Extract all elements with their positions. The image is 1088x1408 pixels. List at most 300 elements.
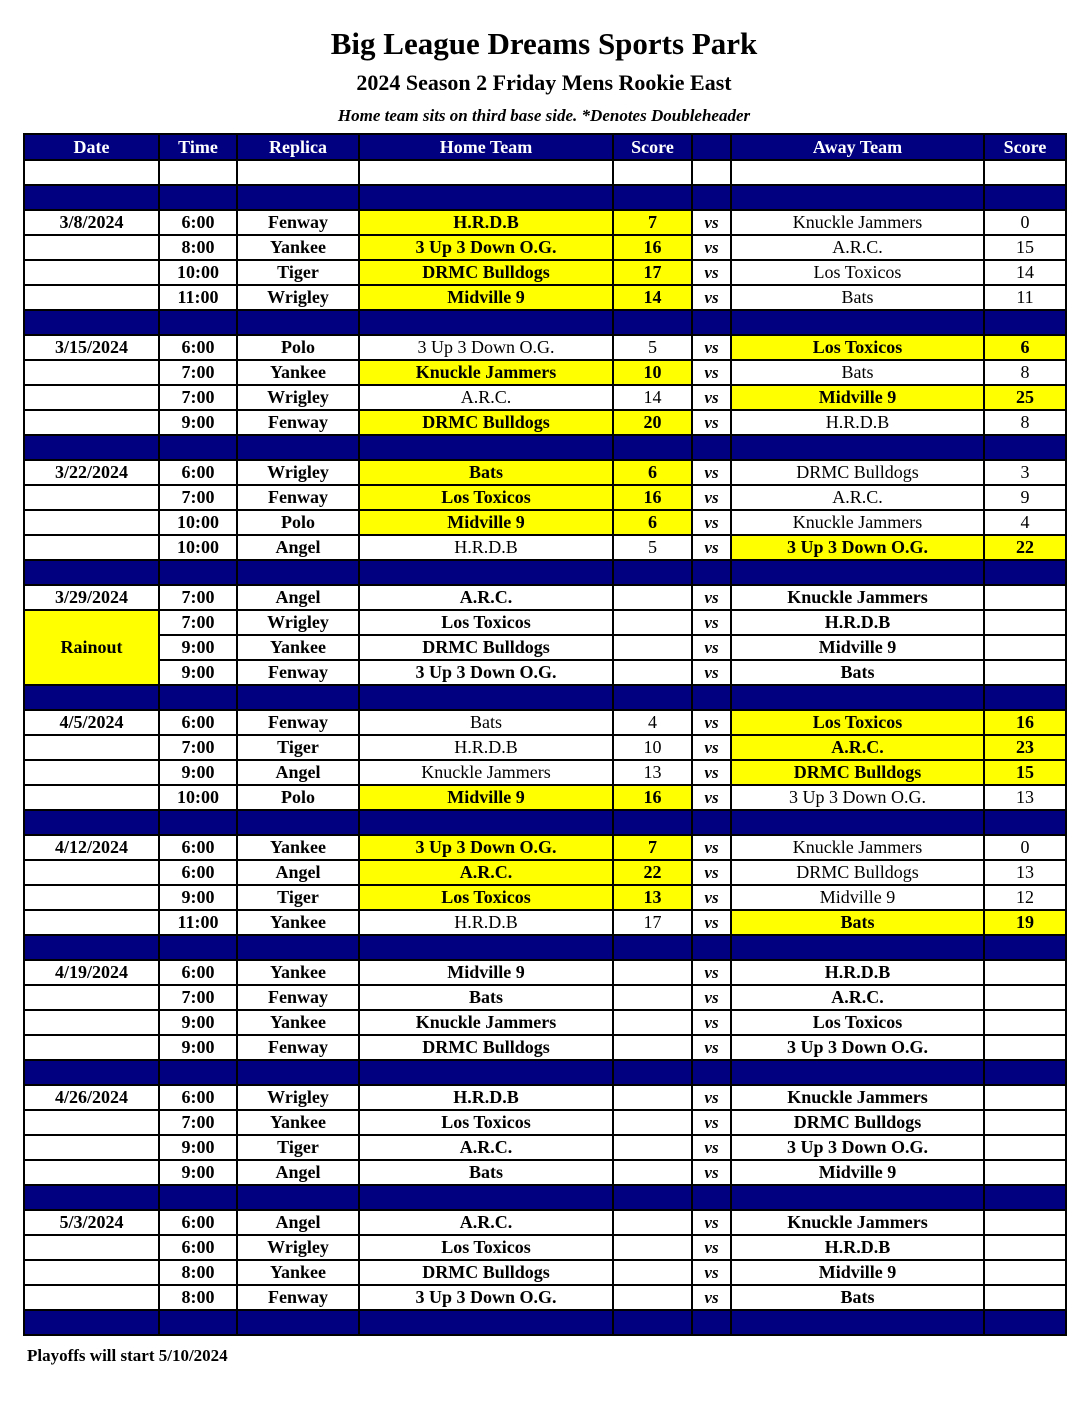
game-row [24, 1235, 1066, 1260]
game-time: 10:00 [159, 510, 237, 535]
blank-row-cell [237, 160, 359, 185]
separator-row-cell [613, 685, 692, 710]
game-time: 9:00 [159, 635, 237, 660]
home-score: 5 [613, 335, 692, 360]
away-score [984, 960, 1066, 985]
game-replica: Tiger [237, 885, 359, 910]
home-score: 14 [613, 385, 692, 410]
home-team: 3 Up 3 Down O.G. [359, 235, 613, 260]
away-score: 25 [984, 385, 1066, 410]
separator-row [24, 1185, 1066, 1210]
separator-row-cell [984, 685, 1066, 710]
separator-row-cell [731, 810, 984, 835]
game-replica: Yankee [237, 835, 359, 860]
separator-row-cell [24, 685, 159, 710]
away-team: A.R.C. [731, 235, 984, 260]
separator-row [24, 1310, 1066, 1335]
page-title: Big League Dreams Sports Park [330, 26, 758, 61]
game-replica: Tiger [237, 260, 359, 285]
home-team: Knuckle Jammers [359, 1010, 613, 1035]
game-time: 7:00 [159, 735, 237, 760]
separator-row-cell [359, 310, 613, 335]
separator-row-cell [359, 435, 613, 460]
separator-row-cell [359, 1185, 613, 1210]
separator-row-cell [159, 1185, 237, 1210]
home-score [613, 1210, 692, 1235]
game-date-empty [24, 235, 159, 260]
game-date: 4/19/2024 [24, 960, 159, 985]
col-header-date: Date [24, 134, 159, 160]
home-team: Bats [359, 710, 613, 735]
vs-label: vs [692, 1035, 731, 1060]
separator-row-cell [159, 1310, 237, 1335]
game-date: 3/29/2024 [24, 585, 159, 610]
separator-row-cell [237, 560, 359, 585]
separator-row-cell [24, 435, 159, 460]
away-score: 4 [984, 510, 1066, 535]
separator-row-cell [613, 935, 692, 960]
separator-row-cell [359, 935, 613, 960]
game-replica: Wrigley [237, 1085, 359, 1110]
game-date-empty [24, 1160, 159, 1185]
game-replica: Angel [237, 535, 359, 560]
separator-row-cell [692, 685, 731, 710]
separator-row-cell [359, 685, 613, 710]
game-date-empty [24, 760, 159, 785]
game-replica: Yankee [237, 1010, 359, 1035]
game-row [24, 860, 1066, 885]
separator-row-cell [237, 435, 359, 460]
game-date-empty [24, 410, 159, 435]
away-score: 0 [984, 210, 1066, 235]
separator-row-cell [984, 560, 1066, 585]
game-replica: Polo [237, 785, 359, 810]
away-team: H.R.D.B [731, 410, 984, 435]
home-score [613, 660, 692, 685]
game-date-empty [24, 1110, 159, 1135]
vs-label: vs [692, 985, 731, 1010]
away-score [984, 610, 1066, 635]
game-time: 10:00 [159, 535, 237, 560]
separator-row [24, 810, 1066, 835]
separator-row-cell [692, 810, 731, 835]
game-row [24, 235, 1066, 260]
game-row [24, 1285, 1066, 1310]
game-row [24, 1010, 1066, 1035]
vs-label: vs [692, 360, 731, 385]
game-row [24, 385, 1066, 410]
game-date: 4/12/2024 [24, 835, 159, 860]
separator-row-cell [159, 310, 237, 335]
game-time: 9:00 [159, 885, 237, 910]
game-date: 3/8/2024 [24, 210, 159, 235]
separator-row-cell [613, 1310, 692, 1335]
separator-row-cell [359, 810, 613, 835]
home-score: 10 [613, 360, 692, 385]
home-score [613, 1160, 692, 1185]
game-time: 7:00 [159, 985, 237, 1010]
game-date-empty [24, 535, 159, 560]
home-team: Midville 9 [359, 785, 613, 810]
away-score: 13 [984, 860, 1066, 885]
home-team: Los Toxicos [359, 1235, 613, 1260]
home-team: Knuckle Jammers [359, 360, 613, 385]
col-header-home-score: Score [613, 134, 692, 160]
game-replica: Wrigley [237, 385, 359, 410]
game-row [24, 1210, 1066, 1235]
separator-row-cell [613, 1185, 692, 1210]
game-date: 4/26/2024 [24, 1085, 159, 1110]
separator-row-cell [237, 935, 359, 960]
game-row [24, 210, 1066, 235]
away-score [984, 1110, 1066, 1135]
schedule-body [24, 160, 1066, 1335]
game-row [24, 785, 1066, 810]
game-row [24, 360, 1066, 385]
game-date-empty [24, 485, 159, 510]
game-row [24, 260, 1066, 285]
separator-row-cell [692, 935, 731, 960]
game-row [24, 1035, 1066, 1060]
game-replica: Fenway [237, 410, 359, 435]
away-score [984, 1010, 1066, 1035]
away-team: Bats [731, 1285, 984, 1310]
separator-row-cell [24, 1310, 159, 1335]
game-date-empty [24, 985, 159, 1010]
game-row [24, 660, 1066, 685]
separator-row-cell [359, 1310, 613, 1335]
separator-row-cell [984, 1185, 1066, 1210]
away-team: Bats [731, 660, 984, 685]
game-replica: Wrigley [237, 460, 359, 485]
game-time: 10:00 [159, 785, 237, 810]
separator-row-cell [613, 310, 692, 335]
vs-label: vs [692, 1285, 731, 1310]
separator-row-cell [159, 935, 237, 960]
separator-row-cell [984, 310, 1066, 335]
game-date-empty [24, 360, 159, 385]
blank-row-cell [359, 160, 613, 185]
home-team: Midville 9 [359, 285, 613, 310]
game-time: 6:00 [159, 1085, 237, 1110]
home-team: Bats [359, 985, 613, 1010]
vs-label: vs [692, 1010, 731, 1035]
home-score: 16 [613, 485, 692, 510]
separator-row-cell [692, 1185, 731, 1210]
page-note: Home team sits on third base side. *Denotes Doubleheader [337, 106, 751, 125]
separator-row-cell [159, 810, 237, 835]
vs-label: vs [692, 635, 731, 660]
home-team: H.R.D.B [359, 735, 613, 760]
vs-label: vs [692, 785, 731, 810]
separator-row-cell [237, 1310, 359, 1335]
game-time: 6:00 [159, 1210, 237, 1235]
game-date-empty [24, 785, 159, 810]
game-replica: Fenway [237, 1285, 359, 1310]
col-header-home-team: Home Team [359, 134, 613, 160]
home-team: 3 Up 3 Down O.G. [359, 1285, 613, 1310]
away-score: 15 [984, 235, 1066, 260]
game-replica: Fenway [237, 985, 359, 1010]
home-score: 14 [613, 285, 692, 310]
game-row [24, 460, 1066, 485]
game-row [24, 585, 1066, 610]
separator-row-cell [984, 185, 1066, 210]
away-score: 23 [984, 735, 1066, 760]
game-row [24, 835, 1066, 860]
home-score [613, 1035, 692, 1060]
game-replica: Angel [237, 860, 359, 885]
home-team: H.R.D.B [359, 910, 613, 935]
game-replica: Yankee [237, 960, 359, 985]
home-score: 22 [613, 860, 692, 885]
away-team: Midville 9 [731, 385, 984, 410]
game-time: 6:00 [159, 860, 237, 885]
separator-row-cell [613, 560, 692, 585]
game-date-empty [24, 860, 159, 885]
home-score [613, 1235, 692, 1260]
game-replica: Wrigley [237, 1235, 359, 1260]
game-date-empty [24, 385, 159, 410]
home-team: DRMC Bulldogs [359, 635, 613, 660]
game-row [24, 485, 1066, 510]
home-team: H.R.D.B [359, 1085, 613, 1110]
away-score [984, 1210, 1066, 1235]
schedule-table [23, 133, 1067, 1336]
home-score: 17 [613, 260, 692, 285]
game-replica: Yankee [237, 1260, 359, 1285]
col-header-away-team: Away Team [731, 134, 984, 160]
game-row [24, 1085, 1066, 1110]
home-team: A.R.C. [359, 1135, 613, 1160]
away-score: 14 [984, 260, 1066, 285]
away-score: 11 [984, 285, 1066, 310]
home-score [613, 585, 692, 610]
game-replica: Tiger [237, 735, 359, 760]
vs-label: vs [692, 735, 731, 760]
vs-label: vs [692, 860, 731, 885]
game-time: 7:00 [159, 610, 237, 635]
home-team: A.R.C. [359, 385, 613, 410]
vs-label: vs [692, 1235, 731, 1260]
game-row [24, 760, 1066, 785]
vs-label: vs [692, 1085, 731, 1110]
separator-row-cell [692, 185, 731, 210]
game-row [24, 960, 1066, 985]
game-date: 3/15/2024 [24, 335, 159, 360]
vs-label: vs [692, 760, 731, 785]
separator-row-cell [984, 810, 1066, 835]
col-header-replica: Replica [237, 134, 359, 160]
away-team: 3 Up 3 Down O.G. [731, 1135, 984, 1160]
home-score: 17 [613, 910, 692, 935]
vs-label: vs [692, 960, 731, 985]
col-header-away-score: Score [984, 134, 1066, 160]
separator-row-cell [692, 435, 731, 460]
away-score: 0 [984, 835, 1066, 860]
game-row [24, 635, 1066, 660]
away-team: DRMC Bulldogs [731, 860, 984, 885]
separator-row-cell [731, 435, 984, 460]
home-score: 6 [613, 460, 692, 485]
separator-row [24, 1060, 1066, 1085]
separator-row-cell [731, 935, 984, 960]
separator-row-cell [24, 1060, 159, 1085]
home-team: 3 Up 3 Down O.G. [359, 335, 613, 360]
blank-row-cell [613, 160, 692, 185]
home-team: H.R.D.B [359, 535, 613, 560]
vs-label: vs [692, 1210, 731, 1235]
vs-label: vs [692, 510, 731, 535]
away-team: H.R.D.B [731, 1235, 984, 1260]
separator-row-cell [984, 1310, 1066, 1335]
vs-label: vs [692, 210, 731, 235]
separator-row-cell [613, 1060, 692, 1085]
rainout-badge: Rainout [24, 610, 159, 685]
home-team: Knuckle Jammers [359, 760, 613, 785]
game-row [24, 1110, 1066, 1135]
separator-row-cell [731, 1310, 984, 1335]
separator-row-cell [731, 1185, 984, 1210]
separator-row-cell [237, 810, 359, 835]
separator-row-cell [159, 1060, 237, 1085]
separator-row-cell [159, 560, 237, 585]
away-team: Knuckle Jammers [731, 1210, 984, 1235]
vs-label: vs [692, 235, 731, 260]
home-team: Bats [359, 1160, 613, 1185]
separator-row-cell [731, 685, 984, 710]
separator-row-cell [24, 310, 159, 335]
away-team: DRMC Bulldogs [731, 1110, 984, 1135]
game-time: 9:00 [159, 1160, 237, 1185]
separator-row-cell [359, 185, 613, 210]
home-team: Midville 9 [359, 510, 613, 535]
away-team: Midville 9 [731, 635, 984, 660]
separator-row-cell [237, 1060, 359, 1085]
game-time: 6:00 [159, 460, 237, 485]
separator-row-cell [359, 560, 613, 585]
home-score: 10 [613, 735, 692, 760]
away-score: 12 [984, 885, 1066, 910]
game-replica: Polo [237, 510, 359, 535]
away-team: H.R.D.B [731, 610, 984, 635]
home-team: A.R.C. [359, 585, 613, 610]
home-score: 7 [613, 835, 692, 860]
separator-row-cell [24, 1185, 159, 1210]
game-replica: Yankee [237, 360, 359, 385]
game-row [24, 710, 1066, 735]
away-score [984, 1135, 1066, 1160]
game-replica: Yankee [237, 1110, 359, 1135]
game-replica: Wrigley [237, 285, 359, 310]
separator-row-cell [984, 935, 1066, 960]
away-team: A.R.C. [731, 985, 984, 1010]
game-row [24, 1160, 1066, 1185]
home-team: 3 Up 3 Down O.G. [359, 835, 613, 860]
blank-row [24, 160, 1066, 185]
game-row [24, 535, 1066, 560]
home-score: 16 [613, 785, 692, 810]
away-score: 8 [984, 410, 1066, 435]
col-header-time: Time [159, 134, 237, 160]
separator-row-cell [731, 560, 984, 585]
away-score: 15 [984, 760, 1066, 785]
away-score [984, 1085, 1066, 1110]
away-team: Knuckle Jammers [731, 835, 984, 860]
game-row [24, 885, 1066, 910]
separator-row-cell [692, 1310, 731, 1335]
home-score [613, 1010, 692, 1035]
blank-row-cell [159, 160, 237, 185]
away-score: 22 [984, 535, 1066, 560]
home-score: 16 [613, 235, 692, 260]
game-date-empty [24, 510, 159, 535]
away-score [984, 635, 1066, 660]
game-row [24, 610, 1066, 635]
home-score: 20 [613, 410, 692, 435]
vs-label: vs [692, 610, 731, 635]
separator-row-cell [984, 1060, 1066, 1085]
game-time: 10:00 [159, 260, 237, 285]
home-score: 13 [613, 885, 692, 910]
separator-row-cell [24, 935, 159, 960]
away-score [984, 1035, 1066, 1060]
away-team: Bats [731, 360, 984, 385]
game-replica: Fenway [237, 485, 359, 510]
game-time: 8:00 [159, 1285, 237, 1310]
game-time: 11:00 [159, 285, 237, 310]
vs-label: vs [692, 335, 731, 360]
home-score [613, 1085, 692, 1110]
vs-label: vs [692, 835, 731, 860]
blank-row-cell [692, 160, 731, 185]
separator-row-cell [24, 810, 159, 835]
away-team: DRMC Bulldogs [731, 460, 984, 485]
game-replica: Tiger [237, 1135, 359, 1160]
separator-row-cell [984, 435, 1066, 460]
game-replica: Angel [237, 585, 359, 610]
separator-row-cell [237, 1185, 359, 1210]
home-score [613, 1285, 692, 1310]
home-team: Los Toxicos [359, 485, 613, 510]
game-replica: Fenway [237, 210, 359, 235]
game-date: 3/22/2024 [24, 460, 159, 485]
separator-row-cell [731, 310, 984, 335]
separator-row [24, 935, 1066, 960]
game-row [24, 1260, 1066, 1285]
away-team: Knuckle Jammers [731, 585, 984, 610]
game-date: 5/3/2024 [24, 1210, 159, 1235]
separator-row [24, 185, 1066, 210]
game-time: 6:00 [159, 210, 237, 235]
game-time: 11:00 [159, 910, 237, 935]
away-score [984, 585, 1066, 610]
away-team: Bats [731, 910, 984, 935]
vs-label: vs [692, 710, 731, 735]
vs-label: vs [692, 885, 731, 910]
game-time: 7:00 [159, 360, 237, 385]
home-score: 7 [613, 210, 692, 235]
home-score [613, 985, 692, 1010]
game-time: 9:00 [159, 760, 237, 785]
game-date-empty [24, 885, 159, 910]
game-time: 6:00 [159, 1235, 237, 1260]
home-score [613, 960, 692, 985]
game-replica: Yankee [237, 635, 359, 660]
game-replica: Fenway [237, 1035, 359, 1060]
away-team: Los Toxicos [731, 1010, 984, 1035]
separator-row-cell [159, 685, 237, 710]
